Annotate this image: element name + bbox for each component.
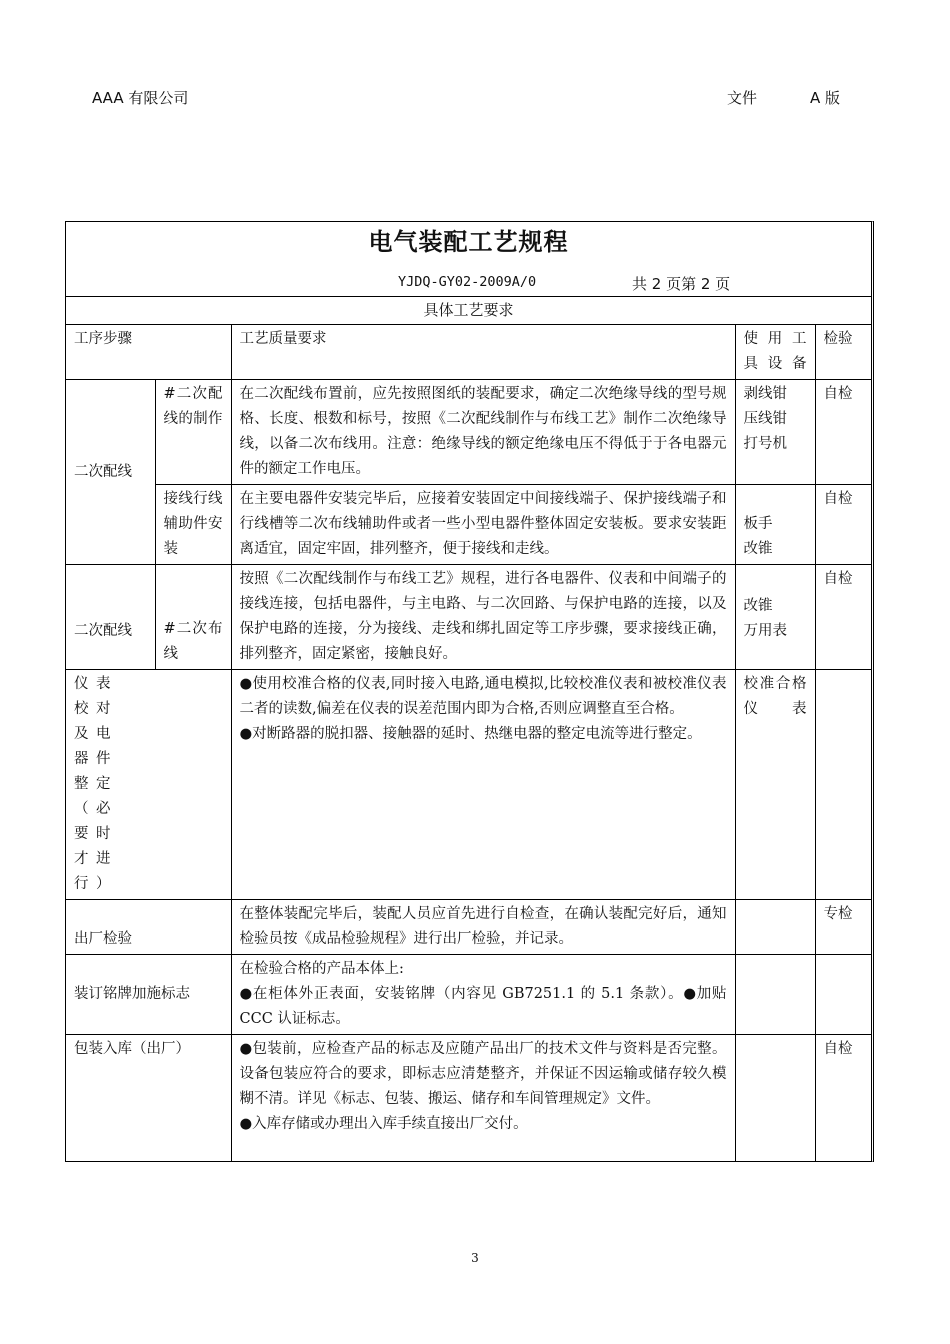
header-inspect: 检验: [815, 325, 871, 380]
page-number: 3: [471, 1251, 479, 1265]
tool-item: 打号机: [743, 436, 787, 452]
table-row: [66, 565, 871, 670]
table-row: [66, 1035, 871, 1161]
quality-cell: 在主要电器件安装完毕后，应接着安装固定中间接线端子、保护接线端子和行线槽等二次布线辅助件或者一些小型电器件整体固定安装板。要求安装距离适宜，固定牢固，排列整齐，便于接线和走线。: [231, 485, 735, 565]
procedure-document: [65, 221, 874, 1162]
tools-cell: 校准合格仪表: [735, 670, 815, 900]
step-cell: 装订铭牌加施标志: [66, 955, 231, 1035]
section-title: 具体工艺要求: [66, 297, 871, 325]
table-row: [66, 485, 871, 565]
document-code: YJDQ-GY02-2009A/0: [398, 274, 537, 290]
inspect-cell: [815, 955, 871, 1035]
quality-cell: [231, 1035, 735, 1161]
inspect-cell: [815, 670, 871, 900]
quality-cell: 在二次配线布置前，应先按照图纸的装配要求，确定二次绝缘导线的型号规格、长度、根数和标号，按照《二次配线制作与布线工艺》制作二次绝缘导线，以备二次布线用。注意：绝缘导线的额定绝缘电压不得低于于各电器元件的额定工作电压。: [231, 380, 735, 485]
step-cell: 包装入库（出厂）: [66, 1035, 231, 1161]
page-count: 共 2 页第 2 页: [632, 275, 731, 293]
table-row: [66, 955, 871, 1035]
tool-item: 压线钳: [743, 411, 787, 427]
step-cell: 二次配线: [66, 380, 155, 565]
inspect-cell: 自检: [815, 485, 871, 565]
tool-item: 改锥: [743, 541, 773, 557]
inspect-cell: 自检: [815, 565, 871, 670]
step-cell: [66, 670, 231, 900]
tool-item: 改锥: [743, 598, 773, 614]
quality-cell: 在整体装配完毕后，装配人员应首先进行自检查，在确认装配完好后，通知检验员按《成品检验规程》进行出厂检验，并记录。: [231, 900, 735, 955]
tool-item: 万用表: [743, 623, 787, 639]
header-step: 工序步骤: [66, 325, 231, 380]
step-cell: 出厂检验: [66, 900, 231, 955]
quality-cell: [231, 955, 735, 1035]
tools-cell: [735, 1035, 815, 1161]
tools-cell: [735, 380, 815, 485]
quality-cell: 按照《二次配线制作与布线工艺》规程，进行各电器件、仪表和中间端子的接线连接，包括电器件，与主电路、与二次回路、与保护电路的连接，以及保护电路的连接，分为接线、走线和绑扎固定等工序步骤，要求接线正确，排列整齐，固定紧密，接触良好。: [231, 565, 735, 670]
tool-item: 剥线钳: [743, 386, 787, 402]
document-title: 电气装配工艺规程: [368, 228, 569, 256]
header-tools: 使 用 工 具设备: [735, 325, 815, 380]
company-name: AAA 有限公司: [92, 89, 189, 107]
document-label: 文件: [727, 89, 758, 107]
quality-item: 在检验合格的产品本体上:: [239, 961, 404, 977]
quality-item: ●包装前，应检查产品的标志及应随产品出厂的技术文件与资料是否完整。设备包装应符合的要求，即标志应清楚整齐，并保证不因运输或储存较久模糊不清。详见《标志、包装、搬运、储存和车间管理规定》文件。: [239, 1041, 727, 1107]
tools-cell: [735, 900, 815, 955]
inspect-cell: 专检: [815, 900, 871, 955]
version-label: A 版: [810, 89, 841, 107]
header-quality: 工艺质量要求: [231, 325, 735, 380]
substep-cell: 接线行线辅助件安装: [155, 485, 231, 565]
tools-cell: [735, 485, 815, 565]
quality-item: ●入库存储或办理出入库手续直接出厂交付。: [239, 1116, 528, 1132]
inspect-cell: 自检: [823, 1041, 853, 1057]
process-table: [66, 325, 871, 1161]
substep-cell: #二次布线: [155, 565, 231, 670]
substep-cell: #二次配线的制作: [155, 380, 231, 485]
quality-item: ●使用校准合格的仪表,同时接入电路,通电模拟,比较校准仪表和被校准仪表二者的读数,偏差在仪表的误差范围内即为合格,否则应调整直至合格。: [239, 676, 727, 717]
tool-item: 板手: [743, 516, 773, 532]
tools-cell: [735, 955, 815, 1035]
quality-cell: [231, 670, 735, 900]
quality-item: ●对断路器的脱扣器、接触器的延时、热继电器的整定电流等进行整定。: [239, 726, 702, 742]
step-text: 仪表校对及电器件整定（必要时才进行）: [74, 676, 111, 892]
quality-item: ●在柜体外正表面，安装铭牌（内容见 GB7251.1 的 5.1 条款）。●加贴 CCC 认证标志。: [239, 986, 727, 1027]
inspect-cell: 自检: [815, 380, 871, 485]
table-row: [66, 900, 871, 955]
table-row: [66, 670, 871, 900]
tools-cell: [735, 565, 815, 670]
title-block: [66, 222, 871, 297]
step-cell: 二次配线: [66, 565, 155, 670]
table-header-row: [66, 325, 871, 380]
table-row: [66, 380, 871, 485]
